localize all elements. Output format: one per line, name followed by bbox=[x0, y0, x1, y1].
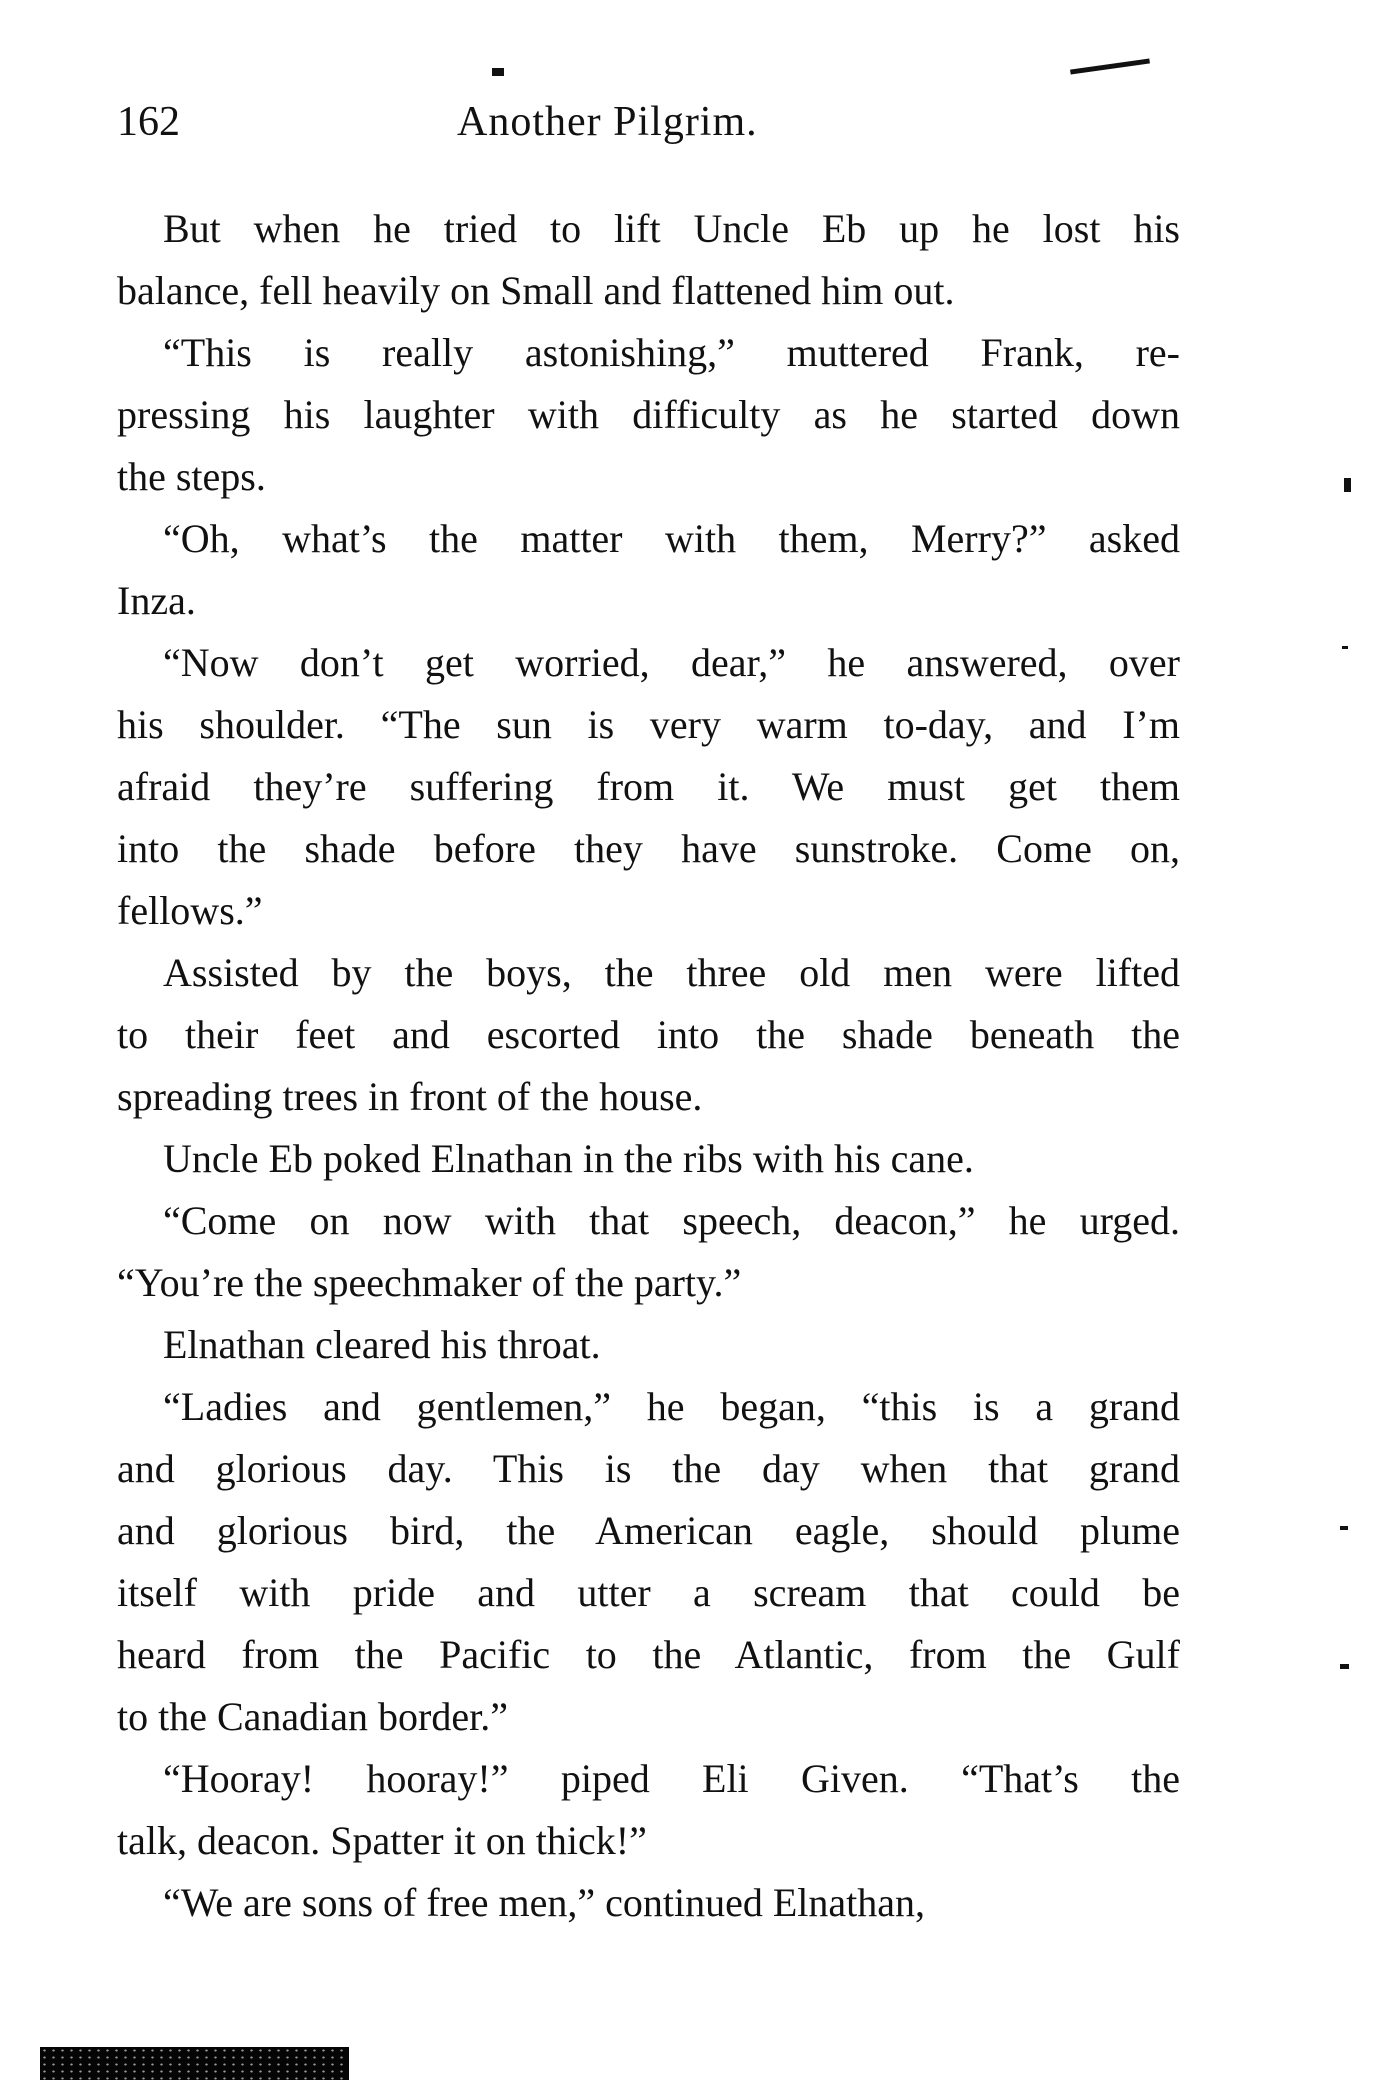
page-body-text bbox=[117, 198, 1180, 1934]
text-line: “Come on now with that speech, deacon,” he urged. bbox=[163, 1198, 1180, 1243]
text-line: the steps. bbox=[117, 454, 266, 499]
text-line: Assisted by the boys, the three old men were lifted bbox=[163, 950, 1180, 995]
scan-edge-bar bbox=[40, 2047, 349, 2080]
scan-speck bbox=[1340, 1664, 1349, 1669]
page-number: 162 bbox=[117, 99, 180, 145]
text-line: spreading trees in front of the house. bbox=[117, 1074, 703, 1119]
text-line: Inza. bbox=[117, 578, 196, 623]
scan-speck bbox=[492, 68, 504, 76]
text-line: heard from the Pacific to the Atlantic, from the Gulf bbox=[117, 1632, 1180, 1677]
text-line: and glorious day. This is the day when that grand bbox=[117, 1446, 1180, 1491]
text-line: afraid they’re suffering from it. We must get them bbox=[117, 764, 1180, 809]
text-line: to the Canadian border.” bbox=[117, 1694, 508, 1739]
text-line: “This is really astonishing,” muttered Frank, re- bbox=[163, 330, 1180, 375]
text-line: itself with pride and utter a scream that could be bbox=[117, 1570, 1180, 1615]
scan-speck bbox=[1344, 478, 1351, 492]
text-line: talk, deacon. Spatter it on thick!” bbox=[117, 1818, 647, 1863]
text-line: “We are sons of free men,” continued Elnathan, bbox=[163, 1880, 926, 1925]
text-line: But when he tried to lift Uncle Eb up he lost his bbox=[163, 206, 1180, 251]
text-line: “You’re the speechmaker of the party.” bbox=[117, 1260, 742, 1305]
text-line: “Now don’t get worried, dear,” he answered, over bbox=[163, 640, 1180, 685]
text-line: balance, fell heavily on Small and flattened him out. bbox=[117, 268, 955, 313]
running-header bbox=[117, 98, 1180, 158]
text-line: fellows.” bbox=[117, 888, 263, 933]
text-line: “Ladies and gentlemen,” he began, “this is a grand bbox=[163, 1384, 1180, 1429]
scan-speck bbox=[1340, 1526, 1348, 1530]
scan-speck bbox=[1342, 646, 1348, 649]
running-title: Another Pilgrim. bbox=[457, 99, 758, 145]
text-line: Uncle Eb poked Elnathan in the ribs with his cane. bbox=[163, 1136, 974, 1181]
text-line: “Hooray! hooray!” piped Eli Given. “That’s the bbox=[163, 1756, 1180, 1801]
text-line: his shoulder. “The sun is very warm to-day, and I’m bbox=[117, 702, 1180, 747]
text-line: to their feet and escorted into the shade beneath the bbox=[117, 1012, 1180, 1057]
text-line: into the shade before they have sunstroke. Come on, bbox=[117, 826, 1180, 871]
text-line: Elnathan cleared his throat. bbox=[163, 1322, 601, 1367]
text-line: and glorious bird, the American eagle, should plume bbox=[117, 1508, 1180, 1553]
text-line: “Oh, what’s the matter with them, Merry?” asked bbox=[163, 516, 1180, 561]
scan-speck bbox=[1070, 58, 1150, 74]
text-line: pressing his laughter with difficulty as he started down bbox=[117, 392, 1180, 437]
